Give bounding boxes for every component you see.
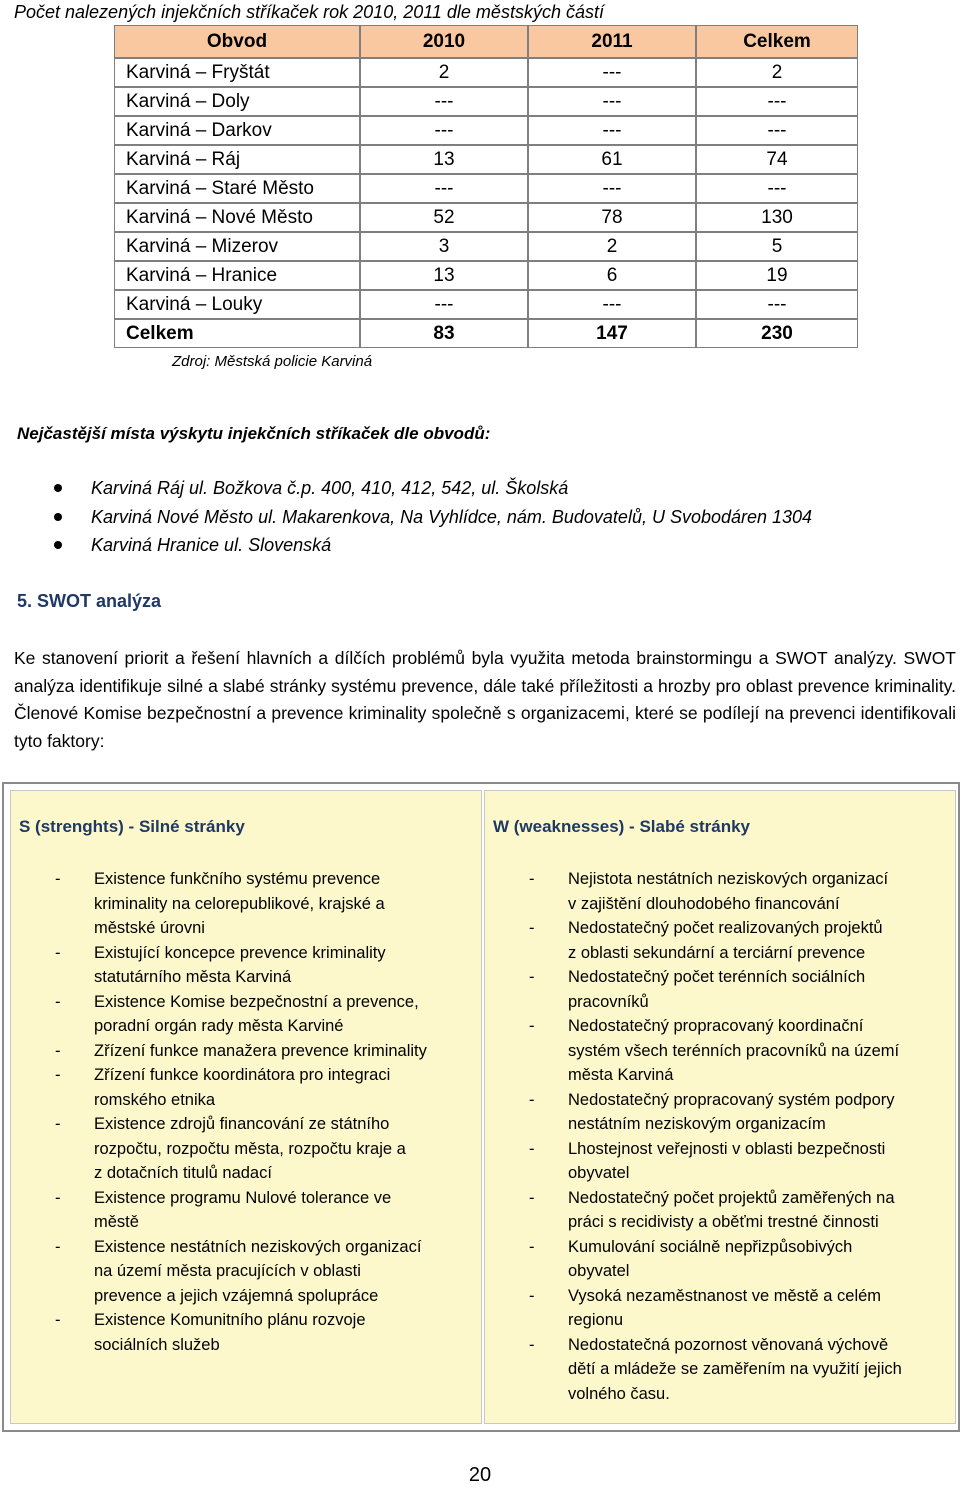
swot-item-line: regionu xyxy=(568,1311,624,1329)
swot-item-line: Nedostatečná pozornost věnovaná výchově xyxy=(568,1335,889,1354)
district-cell: Celkem xyxy=(114,319,360,348)
swot-item-line: Existence programu Nulové tolerance ve xyxy=(94,1188,392,1207)
swot-item-line: městské úrovni xyxy=(94,919,205,937)
swot-item-line: pracovníků xyxy=(568,992,649,1011)
swot-item-line: kriminality na celorepublikové, krajské a xyxy=(94,894,385,913)
dash-icon: - xyxy=(55,992,61,1011)
list-item xyxy=(11,941,427,990)
value-total-cell: 74 xyxy=(696,145,858,174)
swot-item-line: volného času. xyxy=(568,1384,670,1403)
header-total: Celkem xyxy=(696,25,858,58)
table-row xyxy=(114,290,858,319)
value-total-cell: --- xyxy=(696,290,858,319)
list-item xyxy=(11,1112,427,1186)
swot-item-line: Existující koncepce prevence kriminality xyxy=(94,943,386,962)
place-text: Karviná Hranice ul. Slovenská xyxy=(91,535,332,555)
value-2010-cell: 3 xyxy=(360,232,528,261)
list-item xyxy=(485,1186,902,1235)
value-total-cell: 130 xyxy=(696,203,858,232)
value-2010-cell: --- xyxy=(360,290,528,319)
swot-item-line: Nedostatečný počet projektů zaměřených na xyxy=(568,1188,895,1207)
table-caption: Počet nalezených injekčních stříkaček rok 2010, 2011 dle městských částí xyxy=(14,2,604,22)
intro-paragraph: Ke stanovení priorit a řešení hlavních a dílčích problémů byla využita metoda brainstormingu a SWOT analýzy. SWOT analýza identifikuje silné a slabé stránky systému prevence, dále také příležitosti a hrozby pro oblast prevence kriminality. Členové Komise bezpečnostní a prevence kriminality společně s organizacemi, které se podílejí na prevenci identifikovali tyto faktory: xyxy=(14,648,956,751)
swot-item-line: z oblasti sekundární a terciární prevence xyxy=(568,943,866,962)
swot-item-line: Existence nestátních neziskových organizací xyxy=(94,1237,422,1256)
syringe-count-table xyxy=(114,25,858,374)
swot-item-line: práci s recidivisty a oběťmi trestné činnosti xyxy=(568,1213,879,1231)
swot-item-line: Nedostatečný počet terénních sociálních xyxy=(568,968,866,986)
swot-item-line: systém všech terénních pracovníků na území xyxy=(568,1041,900,1060)
value-2011-cell: --- xyxy=(528,290,696,319)
strengths-list xyxy=(11,867,427,1357)
dash-icon: - xyxy=(529,1017,535,1035)
dash-icon: - xyxy=(55,1188,61,1207)
swot-table xyxy=(2,782,960,1432)
swot-item-line: romského etnika xyxy=(94,1090,216,1109)
list-item xyxy=(485,1088,902,1137)
place-text: Karviná Nové Město ul. Makarenkova, Na Vyhlídce, nám. Budovatelů, U Svobodáren 1304 xyxy=(91,506,813,527)
list-item xyxy=(11,1186,427,1235)
swot-item-line: Lhostejnost veřejnosti v oblasti bezpečnosti xyxy=(568,1139,886,1158)
swot-item-line: Existence zdrojů financování ze státního xyxy=(94,1115,390,1133)
value-2010-cell: 83 xyxy=(360,319,528,348)
table-row xyxy=(114,232,858,261)
list-item xyxy=(485,1333,902,1407)
swot-item-line: poradní orgán rady města Karviné xyxy=(94,1017,344,1035)
place-text: Karviná Ráj ul. Božkova č.p. 400, 410, 412, 542, ul. Školská xyxy=(91,478,569,498)
dash-icon: - xyxy=(55,943,61,962)
dash-icon: - xyxy=(529,968,535,986)
strengths-cell xyxy=(10,790,482,1424)
swot-item-line: Nedostatečný propracovaný koordinační xyxy=(568,1017,864,1035)
table-row xyxy=(114,145,858,174)
value-2011-cell: 2 xyxy=(528,232,696,261)
swot-item-line: Zřízení funkce manažera prevence kriminality xyxy=(94,1041,427,1060)
header-2010: 2010 xyxy=(360,25,528,58)
list-item xyxy=(485,1284,902,1333)
dash-icon: - xyxy=(55,1237,61,1256)
swot-item-line: prevence a jejich vzájemná spolupráce xyxy=(94,1286,379,1305)
district-cell: Karviná – Hranice xyxy=(114,261,360,290)
swot-item-line: obyvatel xyxy=(568,1262,630,1280)
table-row xyxy=(114,116,858,145)
dash-icon: - xyxy=(529,1335,535,1354)
table-row xyxy=(114,261,858,290)
dash-icon: - xyxy=(55,1066,61,1084)
list-item xyxy=(11,990,427,1039)
list-item xyxy=(485,1235,902,1284)
swot-item-line: Vysoká nezaměstnanost ve městě a celém xyxy=(568,1286,882,1305)
value-2010-cell: --- xyxy=(360,174,528,203)
value-total-cell: --- xyxy=(696,174,858,203)
bullet-icon xyxy=(54,484,62,492)
swot-item-line: Existence Komunitního plánu rozvoje xyxy=(94,1311,366,1329)
dash-icon: - xyxy=(529,1090,535,1109)
table-source-row xyxy=(114,348,858,374)
value-2011-cell: --- xyxy=(528,58,696,87)
list-item xyxy=(11,1308,427,1357)
places-heading: Nejčastější místa výskytu injekčních stříkaček dle obvodů: xyxy=(17,424,491,443)
list-item xyxy=(485,965,902,1014)
swot-item-line: Nedostatečný propracovaný systém podpory xyxy=(568,1090,895,1109)
dash-icon: - xyxy=(55,1311,61,1329)
swot-item-line: statutárního města Karviná xyxy=(94,968,292,986)
weaknesses-list xyxy=(485,867,902,1406)
table-row xyxy=(114,203,858,232)
value-2011-cell: --- xyxy=(528,174,696,203)
swot-item-line: městě xyxy=(94,1213,139,1231)
value-total-cell: 2 xyxy=(696,58,858,87)
swot-item-line: v zajištění dlouhodobého financování xyxy=(568,894,840,913)
list-item xyxy=(485,1014,902,1088)
district-cell: Karviná – Staré Město xyxy=(114,174,360,203)
swot-item-line: z dotačních titulů nadací xyxy=(94,1164,272,1182)
value-2011-cell: --- xyxy=(528,116,696,145)
district-cell: Karviná – Nové Město xyxy=(114,203,360,232)
list-item xyxy=(11,1039,427,1064)
strengths-title: S (strenghts) - Silné stránky xyxy=(19,817,245,836)
table-source: Zdroj: Městská policie Karviná xyxy=(172,352,373,370)
swot-item-line: Nedostatečný počet realizovaných projektů xyxy=(568,919,883,937)
dash-icon: - xyxy=(55,870,61,888)
value-total-cell: --- xyxy=(696,116,858,145)
district-cell: Karviná – Ráj xyxy=(114,145,360,174)
swot-item-line: Existence Komise bezpečnostní a prevence, xyxy=(94,992,419,1011)
weaknesses-title: W (weaknesses) - Slabé stránky xyxy=(493,817,751,836)
swot-item-line: dětí a mládeže se zaměřením na využití jejich xyxy=(568,1360,902,1378)
value-2010-cell: 52 xyxy=(360,203,528,232)
list-item xyxy=(11,1235,427,1309)
list-item xyxy=(485,1137,902,1186)
list-item xyxy=(11,867,427,941)
table-total-row xyxy=(114,319,858,348)
dash-icon: - xyxy=(529,1286,535,1305)
dash-icon: - xyxy=(55,1115,61,1133)
list-item xyxy=(485,916,902,965)
dash-icon: - xyxy=(529,870,535,888)
value-2010-cell: 13 xyxy=(360,145,528,174)
dash-icon: - xyxy=(529,1188,535,1207)
list-item xyxy=(11,1063,427,1112)
swot-item-line: na území města pracujících v oblasti xyxy=(94,1262,361,1280)
swot-item-line: města Karviná xyxy=(568,1066,674,1084)
list-item xyxy=(485,867,902,916)
value-2011-cell: 147 xyxy=(528,319,696,348)
swot-item-line: Nejistota nestátních neziskových organizací xyxy=(568,870,889,888)
value-2010-cell: 2 xyxy=(360,58,528,87)
value-2011-cell: --- xyxy=(528,87,696,116)
value-2011-cell: 6 xyxy=(528,261,696,290)
value-total-cell: 5 xyxy=(696,232,858,261)
value-2010-cell: --- xyxy=(360,87,528,116)
district-cell: Karviná – Darkov xyxy=(114,116,360,145)
value-2010-cell: --- xyxy=(360,116,528,145)
swot-item-line: rozpočtu, rozpočtu města, rozpočtu kraje a xyxy=(94,1139,406,1158)
value-total-cell: 230 xyxy=(696,319,858,348)
swot-item-line: Existence funkčního systému prevence xyxy=(94,870,381,888)
dash-icon: - xyxy=(529,919,535,937)
page-number: 20 xyxy=(468,1464,492,1486)
header-2011: 2011 xyxy=(528,25,696,58)
dash-icon: - xyxy=(529,1237,535,1256)
table-row xyxy=(114,174,858,203)
table-header-row xyxy=(114,25,858,58)
district-cell: Karviná – Fryštát xyxy=(114,58,360,87)
dash-icon: - xyxy=(55,1041,61,1060)
value-2011-cell: 61 xyxy=(528,145,696,174)
swot-item-line: nestátním neziskovým organizacím xyxy=(568,1115,826,1133)
dash-icon: - xyxy=(529,1139,535,1158)
district-cell: Karviná – Mizerov xyxy=(114,232,360,261)
value-total-cell: --- xyxy=(696,87,858,116)
section-heading: 5. SWOT analýza xyxy=(17,591,162,611)
table-row xyxy=(114,58,858,87)
value-total-cell: 19 xyxy=(696,261,858,290)
weaknesses-cell xyxy=(484,790,956,1424)
district-cell: Karviná – Louky xyxy=(114,290,360,319)
swot-item-line: sociálních služeb xyxy=(94,1335,220,1354)
value-2011-cell: 78 xyxy=(528,203,696,232)
swot-item-line: Kumulování sociálně nepřizpůsobivých xyxy=(568,1237,853,1256)
value-2010-cell: 13 xyxy=(360,261,528,290)
bullet-icon xyxy=(54,541,62,549)
table-row xyxy=(114,87,858,116)
district-cell: Karviná – Doly xyxy=(114,87,360,116)
header-district: Obvod xyxy=(114,25,360,58)
bullet-icon xyxy=(54,513,62,521)
swot-item-line: Zřízení funkce koordinátora pro integraci xyxy=(94,1066,391,1084)
swot-item-line: obyvatel xyxy=(568,1164,630,1182)
